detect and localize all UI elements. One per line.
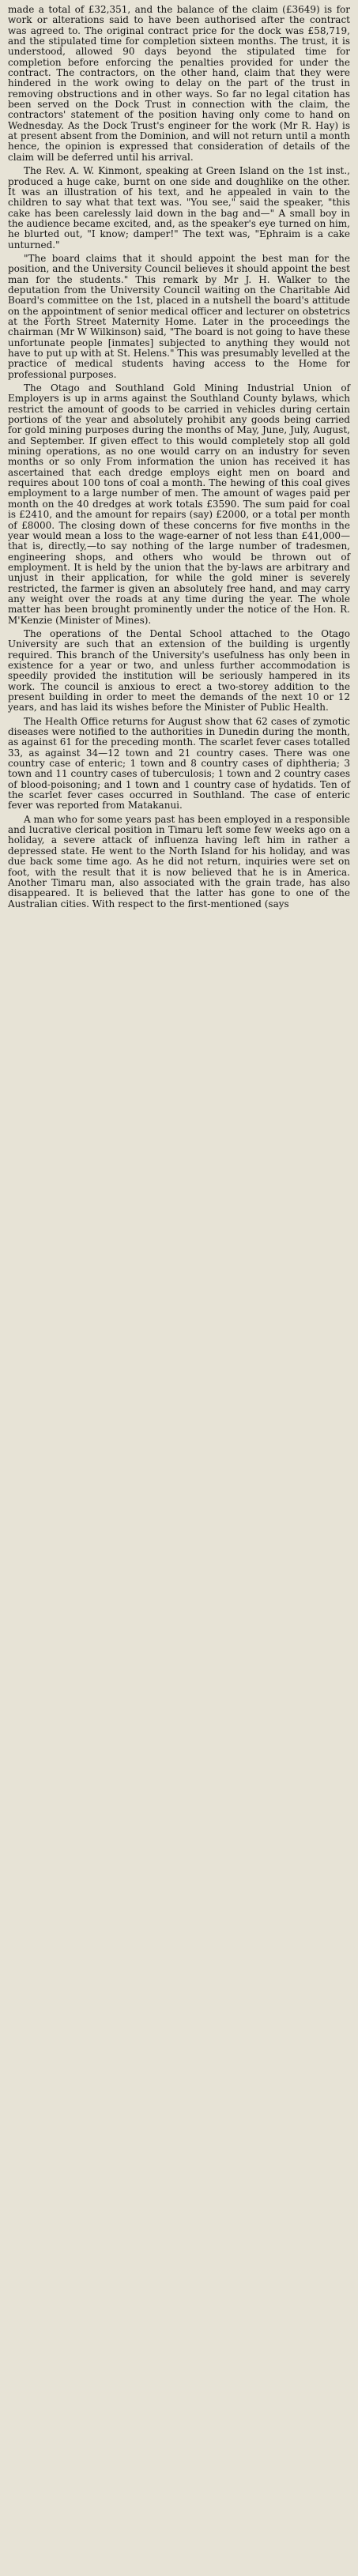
paragraph-health-office-returns: The Health Office returns for August show that 62 cases of zymotic diseases were notified to the authorities in Dunedin during the month, as against 61 for the preceding month. The scarlet fever cases totalled 33, as against 34—12 town and 21 country cases. There was one country case of enteric; 1 town and 8 country cases of diphtheria; 3 town and 11 country cases of tuberculosis; 1 town and 2 country cases of blood-poisoning; and 1 town and 1 country case of hydatids. Ten of the scarlet fever cases occurred in Southland. The case of enteric fever was reported from Matakanui. [8, 715, 350, 812]
paragraph-dental-school: The operations of the Dental School attached to the Otago University are such that an extension of the building is urgently required. This branch of the University's usefulness has only been in existence for a year or two, and unless further accommodation is speedily provided the institution will be seriously hampered in its work. The council is anxious to erect a two-storey addition to the present building in order to meet the demands of the next 10 or 12 years, and has laid its wishes before the Minister of Public Health. [8, 627, 350, 714]
paragraph-timaru-clerical-position: A man who for some years past has been employed in a responsible and lucrative clerical position in Timaru left some few weeks ago on a holiday, a severe attack of influenza having left him in rather a depressed state. He went to the North Island for his holiday, and was due back some time ago. As he did not return, inquiries were set on foot, with the result that it is now believed that he is in America. Another Timaru man, also associated with the grain trade, has also disappeared. It is believed that the latter has gone to one of the Australian cities. With respect to the first-mentioned (says [8, 813, 350, 910]
paragraph-gold-mining-union: The Otago and Southland Gold Mining Industrial Union of Employers is up in arms against the Southland County bylaws, which restrict the amount of goods to be carried in vehicles during certain portions of the year and absolutely prohibit any goods being carried for gold mining purposes during the months of May, June, July, August, and September. If given effect to this would completely stop all gold mining operations, as no one would carry on an industry for seven months or so only From information the union has received it has ascertained that each dredge employs eight men on board and requires about 100 tons of coal a month. The hewing of this coal gives employment to a large number of men. The amount of wages paid per month on the 40 dredges at work totals £3590. The sum paid for coal is £2410, and the amount for repairs (say) £2000, or a total per month of £8000. The closing down of these concerns for five months in the year would mean a loss to the wage-earner of not less than £41,000—that is, directly,—to say nothing of the large number of tradesmen, engineering shops, and others who would be thrown out of employment. It is held by the union that the by-laws are arbitrary and unjust in their application, for while the gold miner is severely restricted, the farmer is given an absolutely free hand, and may carry any weight over the roads at any time during the year. The whole matter has been brought prominently under the notice of the Hon. R. M'Kenzie (Minister of Mines). [8, 382, 350, 626]
newspaper-column [8, 0, 350, 910]
paragraph-rev-kinmont-cake: The Rev. A. W. Kinmont, speaking at Green Island on the 1st inst., produced a huge cake, burnt on one side and doughlike on the other. It was an illustration of his text, and he appealed in vain to the children to say what that text was. "You see," said the speaker, "this cake has been carelessly laid down in the bag and—" A small boy in the audience became excited, and, as the speaker's eye turned on him, he blurted out, "I know; damper!" The text was, "Ephraim is a cake unturned." [8, 165, 350, 250]
paragraph-charitable-aid-board: "The board claims that it should appoint the best man for the position, and the University Council believes it should appoint the best man for the students." This remark by Mr J. H. Walker to the deputation from the University Council waiting on the Charitable Aid Board's committee on the 1st, placed in a nutshell the board's attitude on the appointment of senior medical officer and lecturer on obstetrics at the Forth Street Maternity Home. Later in the proceedings the chairman (Mr W Wilkinson) said, "The board is not going to have these unfortunate people [inmates] subjected to anything they would not have to put up with at St. Helens." This was presumably levelled at the practice of medical students having access to the Home for professional purposes. [8, 252, 350, 380]
paragraph-dock-trust-contract: made a total of £32,351, and the balance of the claim (£3649) is for work or alterations said to have been authorised after the contract was agreed to. The original contract price for the dock was £58,719, and the stipulated time for completion sixteen months. The trust, it is understood, allowed 90 days beyond the stipulated time for completion before enforcing the penalties provided for under the contract. The contractors, on the other hand, claim that they were hindered in the work owing to delay on the part of the trust in removing obstructions and in other ways. So far no legal citation has been served on the Dock Trust in connection with the claim, the contractors' statement of the position having only come to hand on Wednesday. As the Dock Trust's engineer for the work (Mr R. Hay) is at present absent from the Dominion, and will not return until a month hence, the opinion is expressed that consideration of details of the claim will be deferred until his arrival. [8, 4, 350, 163]
